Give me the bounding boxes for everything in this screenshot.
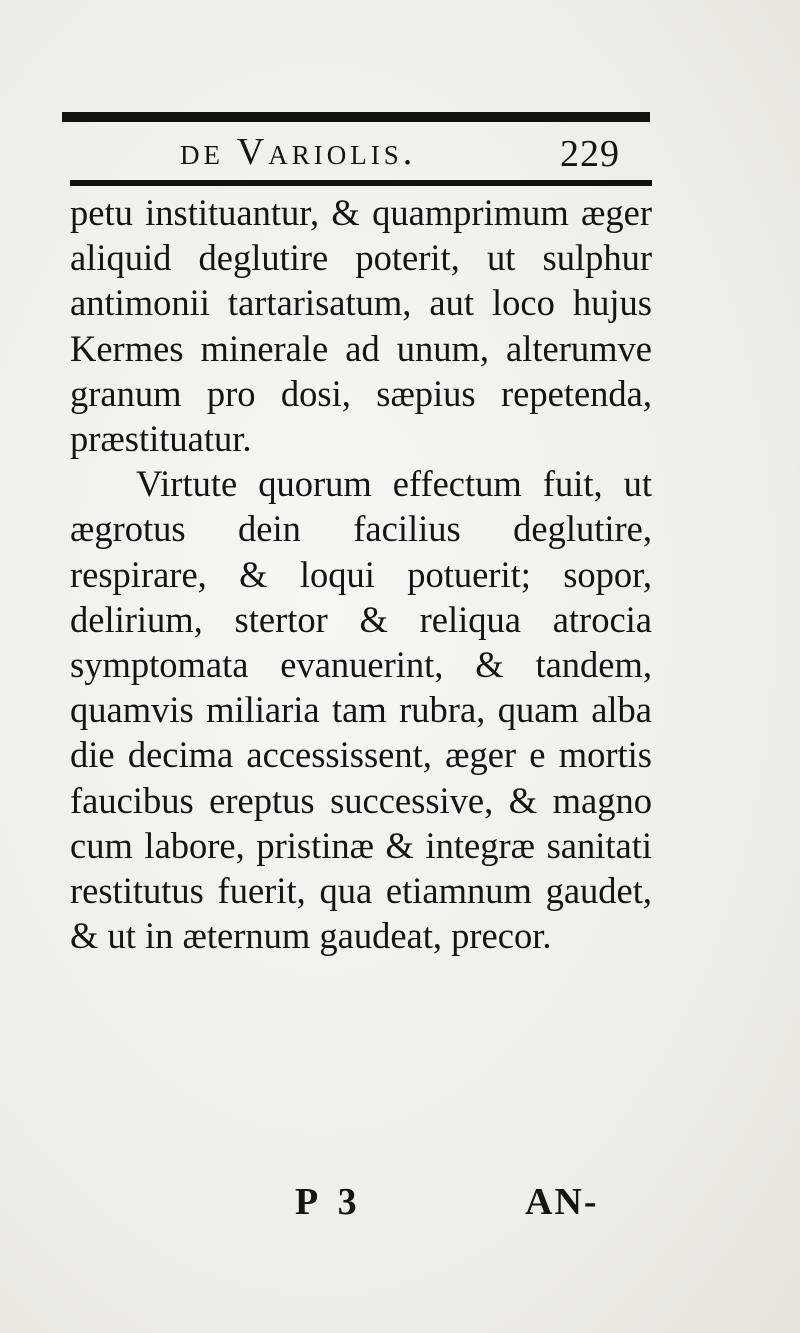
- catchword: AN-: [525, 1181, 599, 1223]
- body-text: [70, 190, 652, 958]
- header-rule-bottom: [70, 180, 652, 186]
- paragraph: petu instituantur, & quamprimum æger aliquid deglutire poterit, ut sulphur antimonii tartarisatum, aut loco hujus Kermes minerale ad unum, alterumve granum pro dosi, sæpius repetenda, præstituatur.: [70, 192, 652, 460]
- header-rule-top: [62, 112, 650, 122]
- running-head: [180, 126, 640, 176]
- page-footer: [0, 1180, 800, 1230]
- paragraph: Virtute quorum effectum fuit, ut ægrotus dein facilius deglutire, respirare, & loqui potuerit; sopor, delirium, stertor & reliqua atrocia symptomata evanuerint, & tandem, quamvis miliaria tam rubra, quam alba die decima accessissent, æger e mortis faucibus ereptus successive, & magno cum labore, pristinæ & integræ sanitati restitutus fuerit, qua etiamnum gaudet, & ut in æternum gaudeat, precor.: [70, 463, 652, 957]
- signature-mark: P 3: [295, 1181, 363, 1223]
- page-number: 229: [560, 133, 620, 175]
- running-title: de Variolis.: [180, 131, 417, 173]
